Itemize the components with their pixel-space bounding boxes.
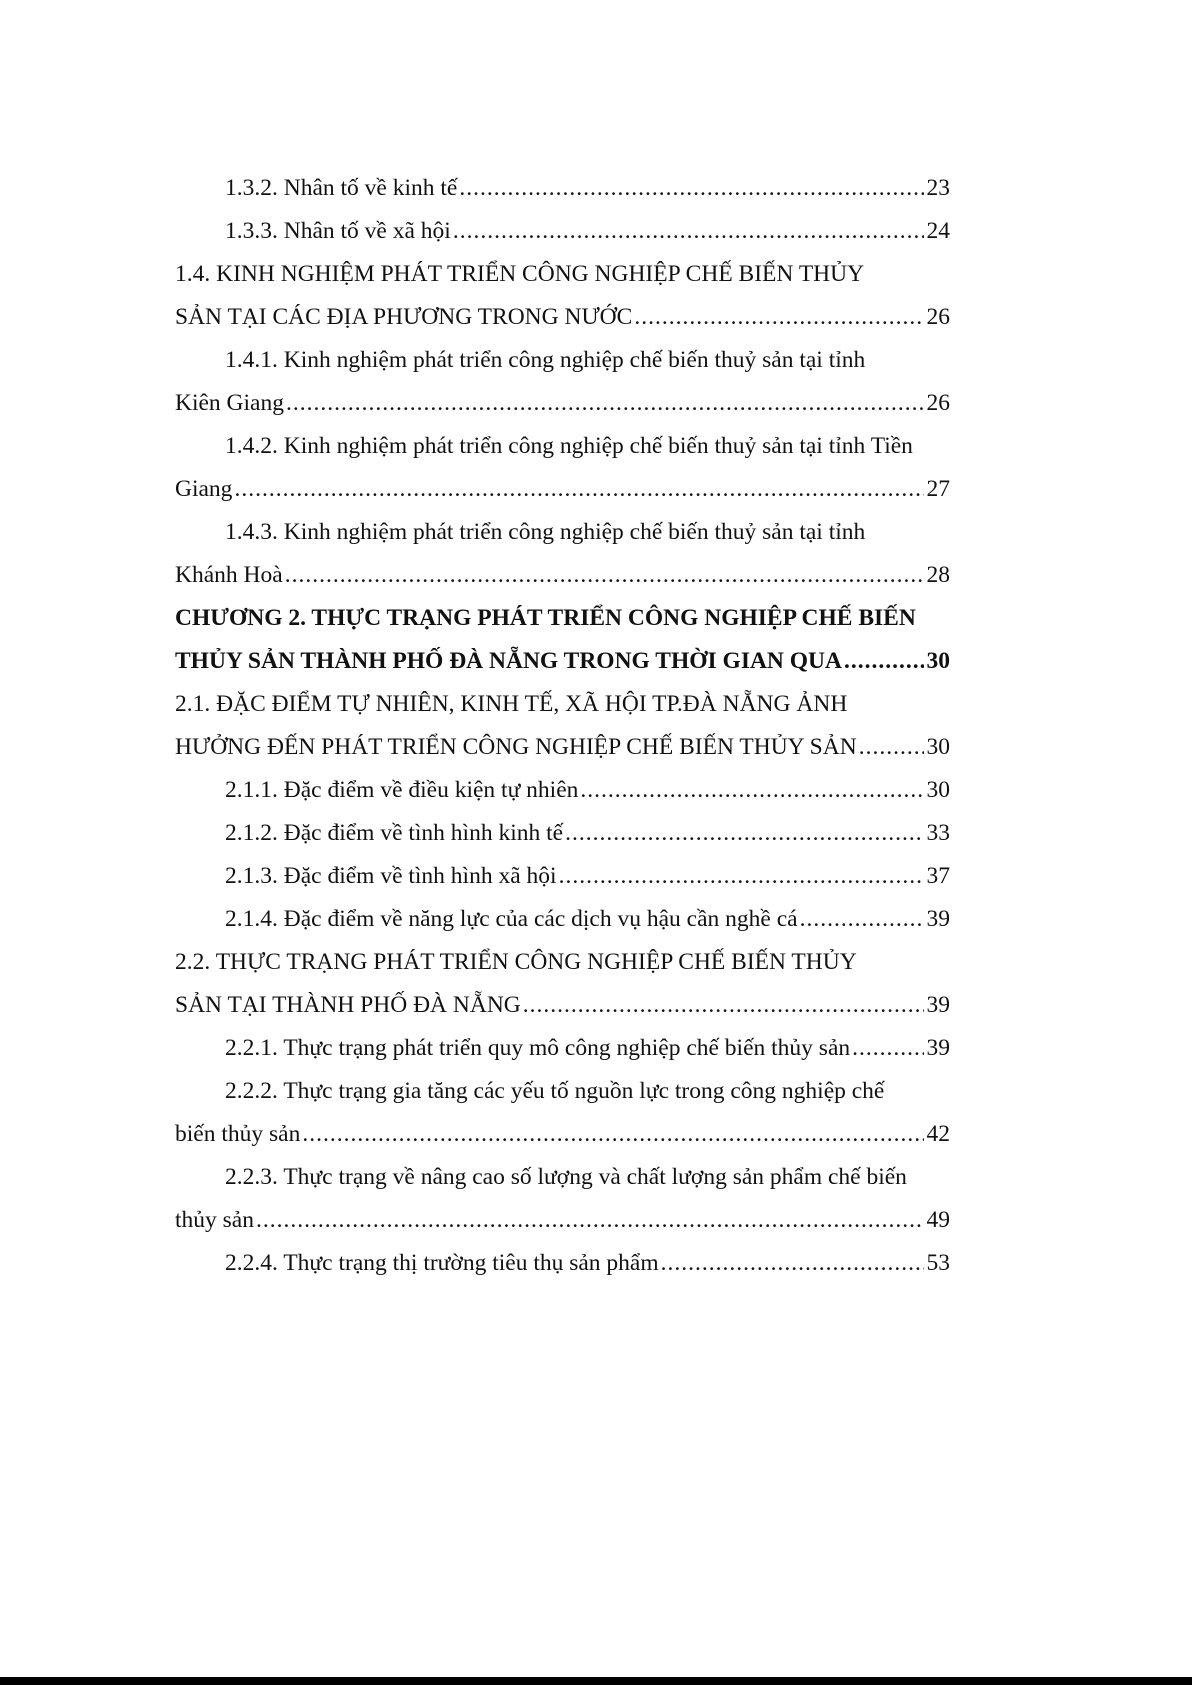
toc-dot-leader [453,210,924,253]
toc-entry-text: 2.1.4. Đặc điểm về năng lực của các dịch vụ hậu cần nghề cá [225,906,798,932]
toc-entry-1-4-1-line2 [175,382,950,425]
toc-entry-text: 2.1.1. Đặc điểm về điều kiện tự nhiên [225,777,579,803]
toc-dot-leader [661,1242,924,1285]
toc-entry-2-2-4 [175,1242,950,1285]
toc-entry-2-1-2 [175,812,950,855]
toc-entry-2-2-line2 [175,984,950,1027]
toc-entry-text: 2.1.2. Đặc điểm về tình hình kinh tế [225,820,564,846]
toc-entry-1-4-3-line2 [175,554,950,597]
toc-dot-leader [565,812,923,855]
toc-entry-2-2-3-line1: 2.2.3. Thực trạng về nâng cao số lượng và chất lượng sản phẩm chế biến [225,1164,907,1190]
toc-entry-2-1-line1: 2.1. ĐẶC ĐIỂM TỰ NHIÊN, KINH TẾ, XÃ HỘI TP.ĐÀ NẴNG ẢNH [175,691,848,717]
toc-entry-1-4-2-line2 [175,468,950,511]
page-bottom-edge [0,1677,1192,1685]
toc-page-number: 42 [926,1121,950,1147]
toc-entry-text: HƯỞNG ĐẾN PHÁT TRIỂN CÔNG NGHIỆP CHẾ BIẾN THỦY SẢN [175,734,857,760]
toc-entry-2-1-4 [175,898,950,941]
table-of-contents [175,167,950,1285]
toc-page-number: 27 [926,476,950,502]
toc-entry-text: Kiên Giang [175,390,284,416]
toc-entry-text: SẢN TẠI THÀNH PHỐ ĐÀ NẴNG [175,992,521,1018]
toc-entry-text: 2.2.4. Thực trạng thị trường tiêu thụ sản phẩm [225,1250,659,1276]
toc-entry-2-1-1 [175,769,950,812]
toc-page-number: 37 [926,863,950,889]
toc-entry-2-1-line2 [175,726,950,769]
toc-page-number: 39 [926,906,950,932]
toc-entry-1-4-1-line1: 1.4.1. Kinh nghiệm phát triển công nghiệp chế biến thuỷ sản tại tỉnh [225,347,866,373]
toc-entry-text: Giang [175,476,233,502]
toc-dot-leader [852,1027,923,1070]
toc-entry-2-2-3-line2 [175,1199,950,1242]
toc-entry-1-4-2-line1: 1.4.2. Kinh nghiệm phát triển công nghiệp chế biến thuỷ sản tại tỉnh Tiền [225,433,913,459]
toc-dot-leader [580,769,923,812]
toc-dot-leader [234,468,923,511]
toc-entry-1-4-line1: 1.4. KINH NGHIỆM PHÁT TRIỂN CÔNG NGHIỆP CHẾ BIẾN THỦY [175,261,865,287]
toc-chapter-2-line2 [175,640,950,683]
toc-entry-2-2-2-line2 [175,1113,950,1156]
toc-entry-text: Khánh Hoà [175,562,283,588]
toc-dot-leader [559,855,924,898]
toc-dot-leader [523,984,924,1027]
toc-entry-1-3-2 [175,167,950,210]
toc-dot-leader [634,296,923,339]
toc-dot-leader [859,726,924,769]
toc-dot-leader [459,167,923,210]
toc-page-number: 30 [926,648,950,674]
toc-page-number: 30 [926,734,950,760]
toc-entry-1-4-line2 [175,296,950,339]
toc-entry-1-4-3-line1: 1.4.3. Kinh nghiệm phát triển công nghiệp chế biến thuỷ sản tại tỉnh [225,519,866,545]
toc-dot-leader [285,554,924,597]
toc-page-number: 53 [926,1250,950,1276]
toc-dot-leader [286,382,924,425]
toc-entry-text: biến thủy sản [175,1121,301,1147]
toc-entry-text: 2.1.3. Đặc điểm về tình hình xã hội [225,863,557,889]
toc-page-number: 23 [926,175,950,201]
toc-page-number: 39 [926,1035,950,1061]
toc-dot-leader [800,898,924,941]
toc-entry-text: 1.3.2. Nhân tố về kinh tế [225,175,458,201]
toc-page-number: 39 [926,992,950,1018]
toc-entry-text: SẢN TẠI CÁC ĐỊA PHƯƠNG TRONG NƯỚC [175,304,633,330]
toc-page-number: 24 [926,218,950,244]
toc-dot-leader [302,1113,923,1156]
toc-entry-2-1-3 [175,855,950,898]
toc-page-number: 49 [926,1207,950,1233]
toc-entry-1-3-3 [175,210,950,253]
toc-dot-leader [844,640,924,683]
toc-entry-2-2-1 [175,1027,950,1070]
toc-page-number: 33 [926,820,950,846]
toc-page-number: 30 [926,777,950,803]
toc-chapter-2-line1: CHƯƠNG 2. THỰC TRẠNG PHÁT TRIỂN CÔNG NGHIỆP CHẾ BIẾN [175,605,916,631]
toc-entry-2-2-2-line1: 2.2.2. Thực trạng gia tăng các yếu tố nguồn lực trong công nghiệp chế [225,1078,885,1104]
toc-page-number: 26 [926,390,950,416]
toc-entry-text: thủy sản [175,1207,254,1233]
toc-dot-leader [256,1199,924,1242]
toc-entry-2-2-line1: 2.2. THỰC TRẠNG PHÁT TRIỂN CÔNG NGHIỆP CHẾ BIẾN THỦY [175,949,857,975]
toc-entry-text: 2.2.1. Thực trạng phát triển quy mô công nghiệp chế biến thủy sản [225,1035,851,1061]
toc-entry-text: 1.3.3. Nhân tố về xã hội [225,218,451,244]
toc-page-number: 26 [926,304,950,330]
toc-entry-text: THỦY SẢN THÀNH PHỐ ĐÀ NẴNG TRONG THỜI GIAN QUA [175,648,842,674]
toc-page-number: 28 [926,562,950,588]
